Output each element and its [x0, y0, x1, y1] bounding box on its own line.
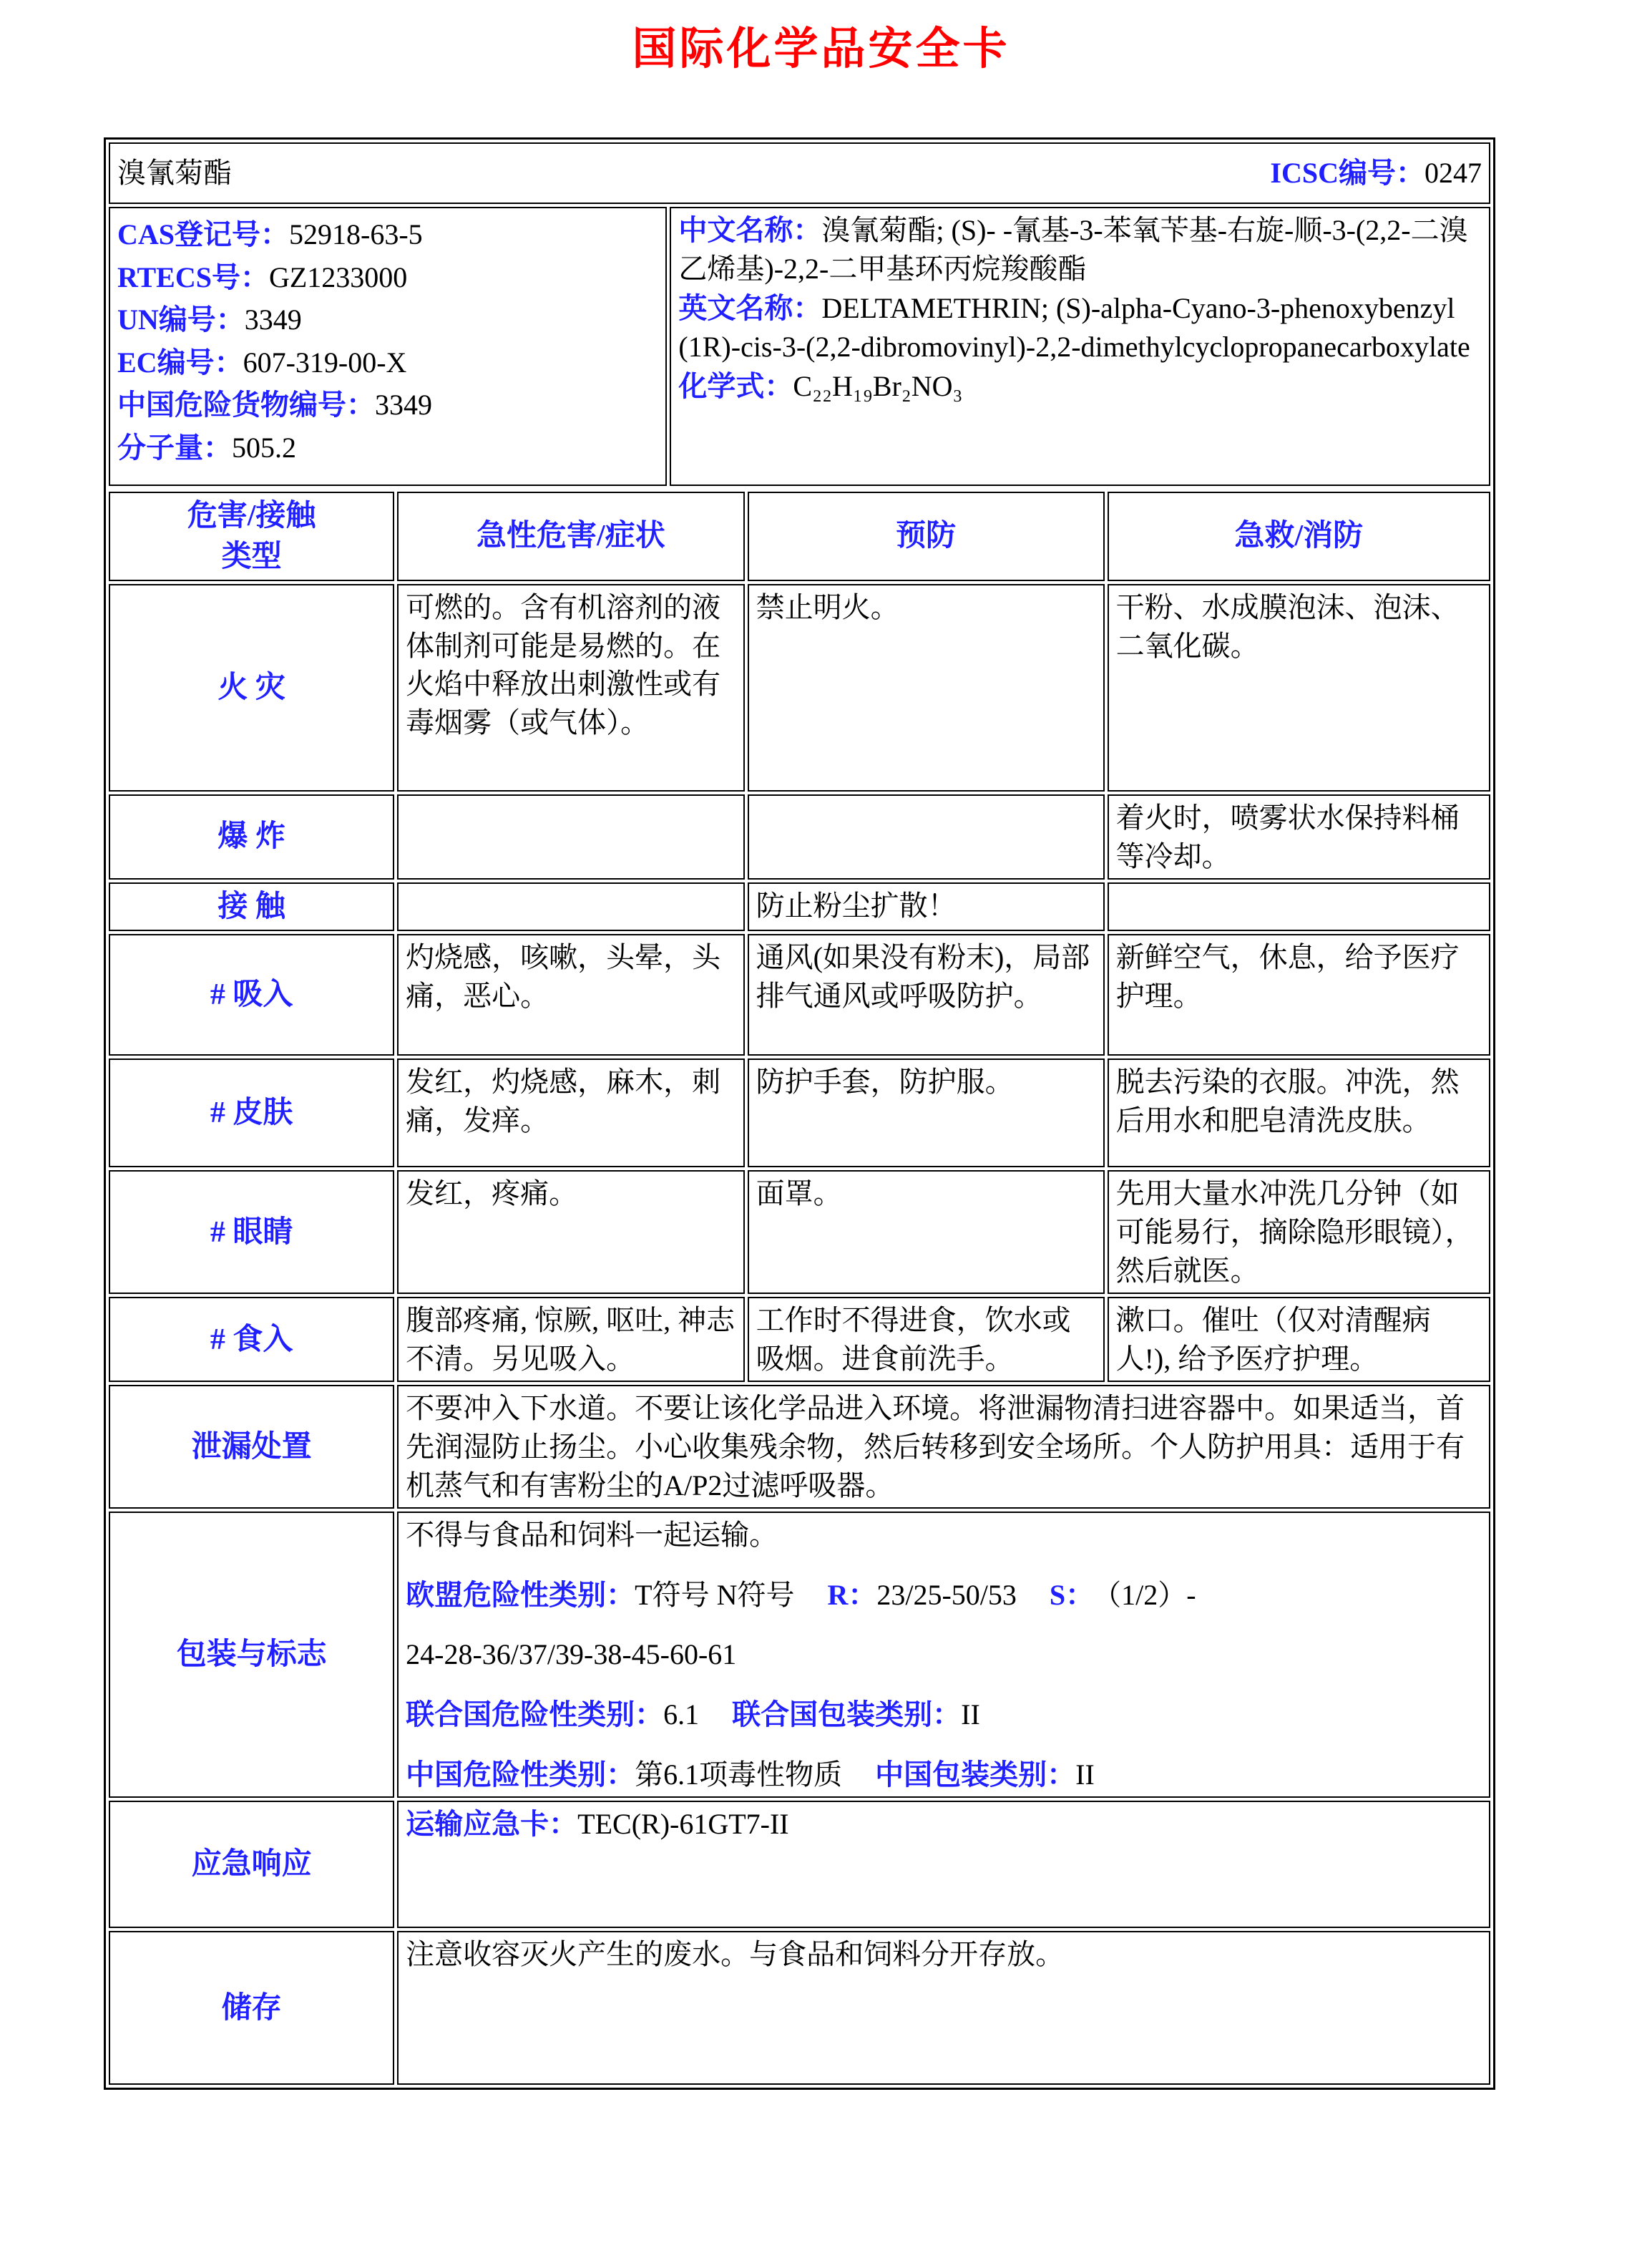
substance-header-cell — [109, 142, 1490, 204]
identifiers-cell — [109, 207, 667, 486]
rtecs-value: GZ1233000 — [268, 261, 408, 293]
cas-value: 52918-63-5 — [289, 218, 423, 250]
formula-para — [678, 367, 1482, 406]
english-name-label: 英文名称： — [678, 292, 822, 325]
row-inhalation — [109, 934, 1490, 1056]
col-header-prevention: 预防 — [748, 492, 1105, 581]
row-eyes-firstaid: 先用大量水冲洗几分钟（如可能易行，摘除隐形眼镜），然后就医。 — [1108, 1170, 1490, 1294]
un-value: 3349 — [244, 303, 302, 336]
row-fire-symptoms: 可燃的。含有机溶剂的液体制剂可能是易燃的。在火焰中释放出刺激性或有毒烟雾（或气体）。 — [397, 584, 745, 792]
un-pack-value: II — [961, 1698, 980, 1731]
packaging-un-line — [406, 1695, 1482, 1734]
ec-label: EC编号： — [117, 346, 243, 379]
identifier-row-molweight — [117, 429, 658, 467]
row-inhalation-symptoms: 灼烧感，咳嗽，头晕，头痛，恶心。 — [397, 934, 745, 1056]
row-spill-label: 泄漏处置 — [109, 1385, 394, 1509]
english-name-value: DELTAMETHRIN; (S)-alpha-Cyano-3-phenoxybenzyl (1R)-cis-3-(2,2-dibromovinyl)-2,2-dimethylcyclopropanecarboxylate — [678, 292, 1470, 363]
page-title: 国际化学品安全卡 — [632, 25, 1010, 74]
cas-label: CAS登记号： — [117, 218, 290, 250]
row-storage — [109, 1931, 1490, 2085]
row-skin-label: # 皮肤 — [109, 1058, 394, 1167]
identifier-row-china-dg — [117, 386, 658, 424]
r-phrases-value: 23/25-50/53 — [876, 1578, 1017, 1611]
row-explosion-firstaid: 着火时，喷雾状水保持料桶等冷却。 — [1108, 794, 1490, 880]
row-packaging-content — [397, 1512, 1490, 1798]
row-skin-firstaid: 脱去污染的衣服。冲洗，然后用水和肥皂清洗皮肤。 — [1108, 1058, 1490, 1167]
cn-pack-value: II — [1075, 1758, 1095, 1791]
identifier-row-un — [117, 301, 658, 339]
row-inhalation-label: # 吸入 — [109, 934, 394, 1056]
row-explosion — [109, 794, 1490, 880]
english-name-para — [678, 289, 1482, 366]
row-contact — [109, 882, 1490, 931]
substance-name: 溴氰菊酯 — [117, 157, 232, 190]
row-inhalation-firstaid: 新鲜空气，休息，给予医疗护理。 — [1108, 934, 1490, 1056]
row-spill-disposal — [109, 1385, 1490, 1509]
s-phrases-label: S： — [1049, 1578, 1095, 1611]
row-ingestion-prevention: 工作时不得进食，饮水或吸烟。进食前洗手。 — [748, 1297, 1105, 1382]
packaging-s-phrases-wrap: 24-28-36/37/39-38-45-60-61 — [406, 1638, 737, 1671]
cn-pack-label: 中国包装类别： — [875, 1758, 1076, 1791]
ec-value: 607-319-00-X — [243, 346, 407, 379]
row-skin — [109, 1058, 1490, 1167]
row-explosion-prevention — [748, 794, 1105, 880]
un-label: UN编号： — [117, 303, 245, 336]
col-header-symptoms: 急性危害/症状 — [397, 492, 745, 581]
formula-value: C₂₂H₁₉Br₂NO₃ — [793, 370, 963, 403]
cn-class-label: 中国危险性类别： — [406, 1758, 635, 1791]
row-spill-content: 不要冲入下水道。不要让该化学品进入环境。将泄漏物清扫进容器中。如果适当，首先润湿防止扬尘。小心收集残余物，然后转移到安全场所。个人防护用具：适用于有机蒸气和有害粉尘的A/P2过滤呼吸器。 — [397, 1385, 1490, 1509]
formula-label: 化学式： — [678, 370, 793, 403]
molweight-value: 505.2 — [232, 431, 296, 464]
transport-emergency-card-value: TEC(R)-61GT7-II — [577, 1808, 789, 1841]
china-dg-value: 3349 — [375, 389, 432, 422]
china-dg-label: 中国危险货物编号： — [117, 389, 375, 422]
packaging-cn-line — [406, 1756, 1482, 1794]
row-fire — [109, 584, 1490, 792]
row-inhalation-prevention: 通风(如果没有粉末)，局部排气通风或呼吸防护。 — [748, 934, 1105, 1056]
chinese-name-para — [678, 211, 1482, 288]
row-contact-prevention: 防止粉尘扩散！ — [748, 882, 1105, 931]
row-emergency-content — [397, 1801, 1490, 1928]
row-ingestion-label: # 食入 — [109, 1297, 394, 1382]
r-phrases-label: R： — [827, 1578, 877, 1611]
s-phrases-value: （1/2）- — [1107, 1578, 1196, 1611]
un-class-value: 6.1 — [663, 1698, 700, 1731]
identifier-row-cas — [117, 215, 658, 254]
icsc-number-group — [1270, 154, 1482, 193]
eu-class-label: 欧盟危险性类别： — [406, 1578, 635, 1611]
row-skin-prevention: 防护手套，防护服。 — [748, 1058, 1105, 1167]
row-fire-firstaid: 干粉、水成膜泡沫、泡沫、二氧化碳。 — [1108, 584, 1490, 792]
hazard-table — [106, 489, 1493, 2088]
identification-section — [106, 140, 1493, 489]
un-pack-label: 联合国包装类别： — [732, 1698, 962, 1731]
hazard-header-row — [109, 492, 1490, 581]
identifier-row-rtecs — [117, 258, 658, 297]
icsc-label: ICSC编号： — [1270, 157, 1424, 190]
un-class-label: 联合国危险性类别： — [406, 1698, 664, 1731]
eu-class-value: T符号 N符号 — [635, 1578, 795, 1611]
row-ingestion-firstaid: 漱口。催吐（仅对清醒病人!), 给予医疗护理。 — [1108, 1297, 1490, 1382]
names-cell — [670, 207, 1490, 486]
col-header-firstaid: 急救/消防 — [1108, 492, 1490, 581]
row-ingestion-symptoms: 腹部疼痛, 惊厥, 呕吐, 神志不清。另见吸入。 — [397, 1297, 745, 1382]
identifier-row-ec — [117, 344, 658, 382]
molweight-label: 分子量： — [117, 431, 232, 464]
row-fire-label: 火 灾 — [109, 584, 394, 792]
row-storage-label: 储存 — [109, 1931, 394, 2085]
row-packaging-labeling — [109, 1512, 1490, 1798]
cn-class-value: 第6.1项毒性物质 — [635, 1758, 843, 1791]
chinese-name-value: 溴氰菊酯; (S)- -氰基-3-苯氧苄基-右旋-顺-3-(2,2-二溴乙烯基)-2,2-二甲基环丙烷羧酸酯 — [678, 214, 1468, 285]
icsc-number: 0247 — [1424, 157, 1482, 190]
row-skin-symptoms: 发红，灼烧感，麻木，刺痛，发痒。 — [397, 1058, 745, 1167]
packaging-eu-class-line — [406, 1576, 1482, 1615]
packaging-transport-note: 不得与食品和饲料一起运输。 — [406, 1519, 778, 1552]
col-header-hazard-type: 危害/接触 类型 — [109, 492, 394, 581]
rtecs-label: RTECS号： — [117, 261, 269, 293]
row-explosion-label: 爆 炸 — [109, 794, 394, 880]
row-eyes — [109, 1170, 1490, 1294]
safety-card — [104, 137, 1495, 2090]
row-contact-label: 接 触 — [109, 882, 394, 931]
chinese-name-label: 中文名称： — [678, 214, 822, 246]
row-contact-symptoms — [397, 882, 745, 931]
row-eyes-symptoms: 发红，疼痛。 — [397, 1170, 745, 1294]
row-storage-content: 注意收容灭火产生的废水。与食品和饲料分开存放。 — [397, 1931, 1490, 2085]
row-emergency-label: 应急响应 — [109, 1801, 394, 1928]
row-ingestion — [109, 1297, 1490, 1382]
row-eyes-prevention: 面罩。 — [748, 1170, 1105, 1294]
row-emergency-response — [109, 1801, 1490, 1928]
transport-emergency-card-label: 运输应急卡： — [406, 1808, 578, 1841]
row-fire-prevention: 禁止明火。 — [748, 584, 1105, 792]
row-contact-firstaid — [1108, 882, 1490, 931]
row-packaging-label: 包装与标志 — [109, 1512, 394, 1798]
row-eyes-label: # 眼睛 — [109, 1170, 394, 1294]
row-explosion-symptoms — [397, 794, 745, 880]
